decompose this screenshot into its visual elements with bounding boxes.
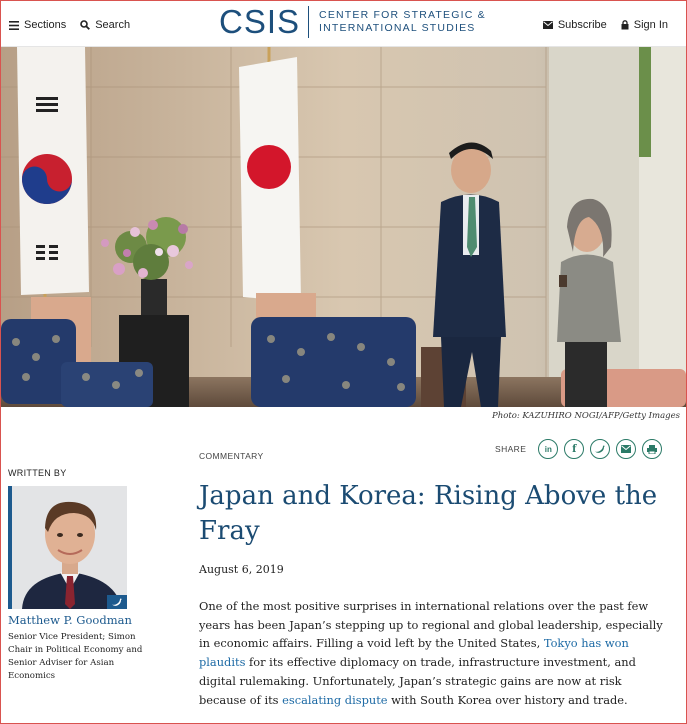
share-facebook-button[interactable]: [564, 439, 584, 459]
author-role: Senior Vice President; Simon Chair in Political Economy and Senior Adviser for Asian Economics: [8, 632, 143, 681]
site-header: [1, 1, 686, 47]
signin-button[interactable]: [621, 19, 668, 31]
header-left-nav: [9, 19, 144, 31]
body-text-part-3: with South Korea over history and trade.: [387, 692, 628, 707]
escalating-dispute-link[interactable]: escalating dispute: [282, 692, 388, 707]
share-twitter-button[interactable]: [590, 439, 610, 459]
share-linkedin-button[interactable]: [538, 439, 558, 459]
author-portrait: [12, 486, 127, 609]
twitter-icon: [112, 598, 122, 606]
email-icon: [621, 445, 631, 453]
author-photo[interactable]: [8, 486, 127, 609]
logo-line-1: CENTER FOR STRATEGIC &: [319, 9, 486, 21]
subscribe-button[interactable]: [543, 19, 607, 31]
search-button[interactable]: [80, 19, 130, 31]
author-name-link[interactable]: Matthew P. Goodman: [8, 613, 132, 627]
hero-photo-illustration: [1, 47, 686, 407]
logo-mark: CSIS: [219, 3, 301, 40]
logo-text: [319, 9, 486, 35]
signin-label: Sign In: [633, 19, 668, 31]
tokyo-plaudits-link[interactable]: Tokyo has won plaudits: [199, 636, 629, 670]
article-title: Japan and Korea: Rising Above the Fray: [199, 481, 658, 546]
lock-icon: [621, 20, 629, 30]
share-email-button[interactable]: [616, 439, 636, 459]
body-text-part-1: One of the most positive surprises in international relations over the past few years has been Japan’s stepping up to regional and global leadership, especially in economic affairs. Filling a void left by the United States,: [199, 599, 663, 651]
photo-credit: Photo: KAZUHIRO NOGI/AFP/Getty Images: [492, 411, 680, 421]
search-label: Search: [95, 19, 131, 31]
facebook-icon: f: [572, 443, 577, 455]
logo-line-2: INTERNATIONAL STUDIES: [319, 22, 476, 34]
hero-photo: [1, 47, 686, 407]
sections-menu-button[interactable]: [9, 19, 66, 31]
header-right-nav: [529, 19, 668, 31]
print-icon: [647, 445, 657, 454]
linkedin-icon: in: [544, 444, 552, 454]
article-category: COMMENTARY: [199, 451, 264, 461]
written-by-label: WRITTEN BY: [8, 468, 67, 478]
envelope-icon: [543, 21, 553, 29]
csis-logo[interactable]: [219, 5, 486, 39]
share-print-button[interactable]: [642, 439, 662, 459]
body-text-part-2: for its effective diplomacy on trade, infrastructure investment, and digital rulemaking. Unfortunately, Japan’s strategic gains are now at risk because of its: [199, 655, 636, 707]
logo-divider: [308, 6, 309, 38]
article-date: August 6, 2019: [199, 563, 284, 576]
author-twitter-button[interactable]: [107, 595, 127, 609]
subscribe-label: Subscribe: [557, 19, 607, 31]
menu-icon: [9, 21, 19, 30]
share-bar: [495, 439, 662, 459]
share-label: SHARE: [495, 444, 527, 454]
search-icon: [80, 20, 90, 30]
sections-label: Sections: [24, 19, 67, 31]
twitter-icon: [595, 445, 605, 453]
article-body: [199, 597, 669, 709]
